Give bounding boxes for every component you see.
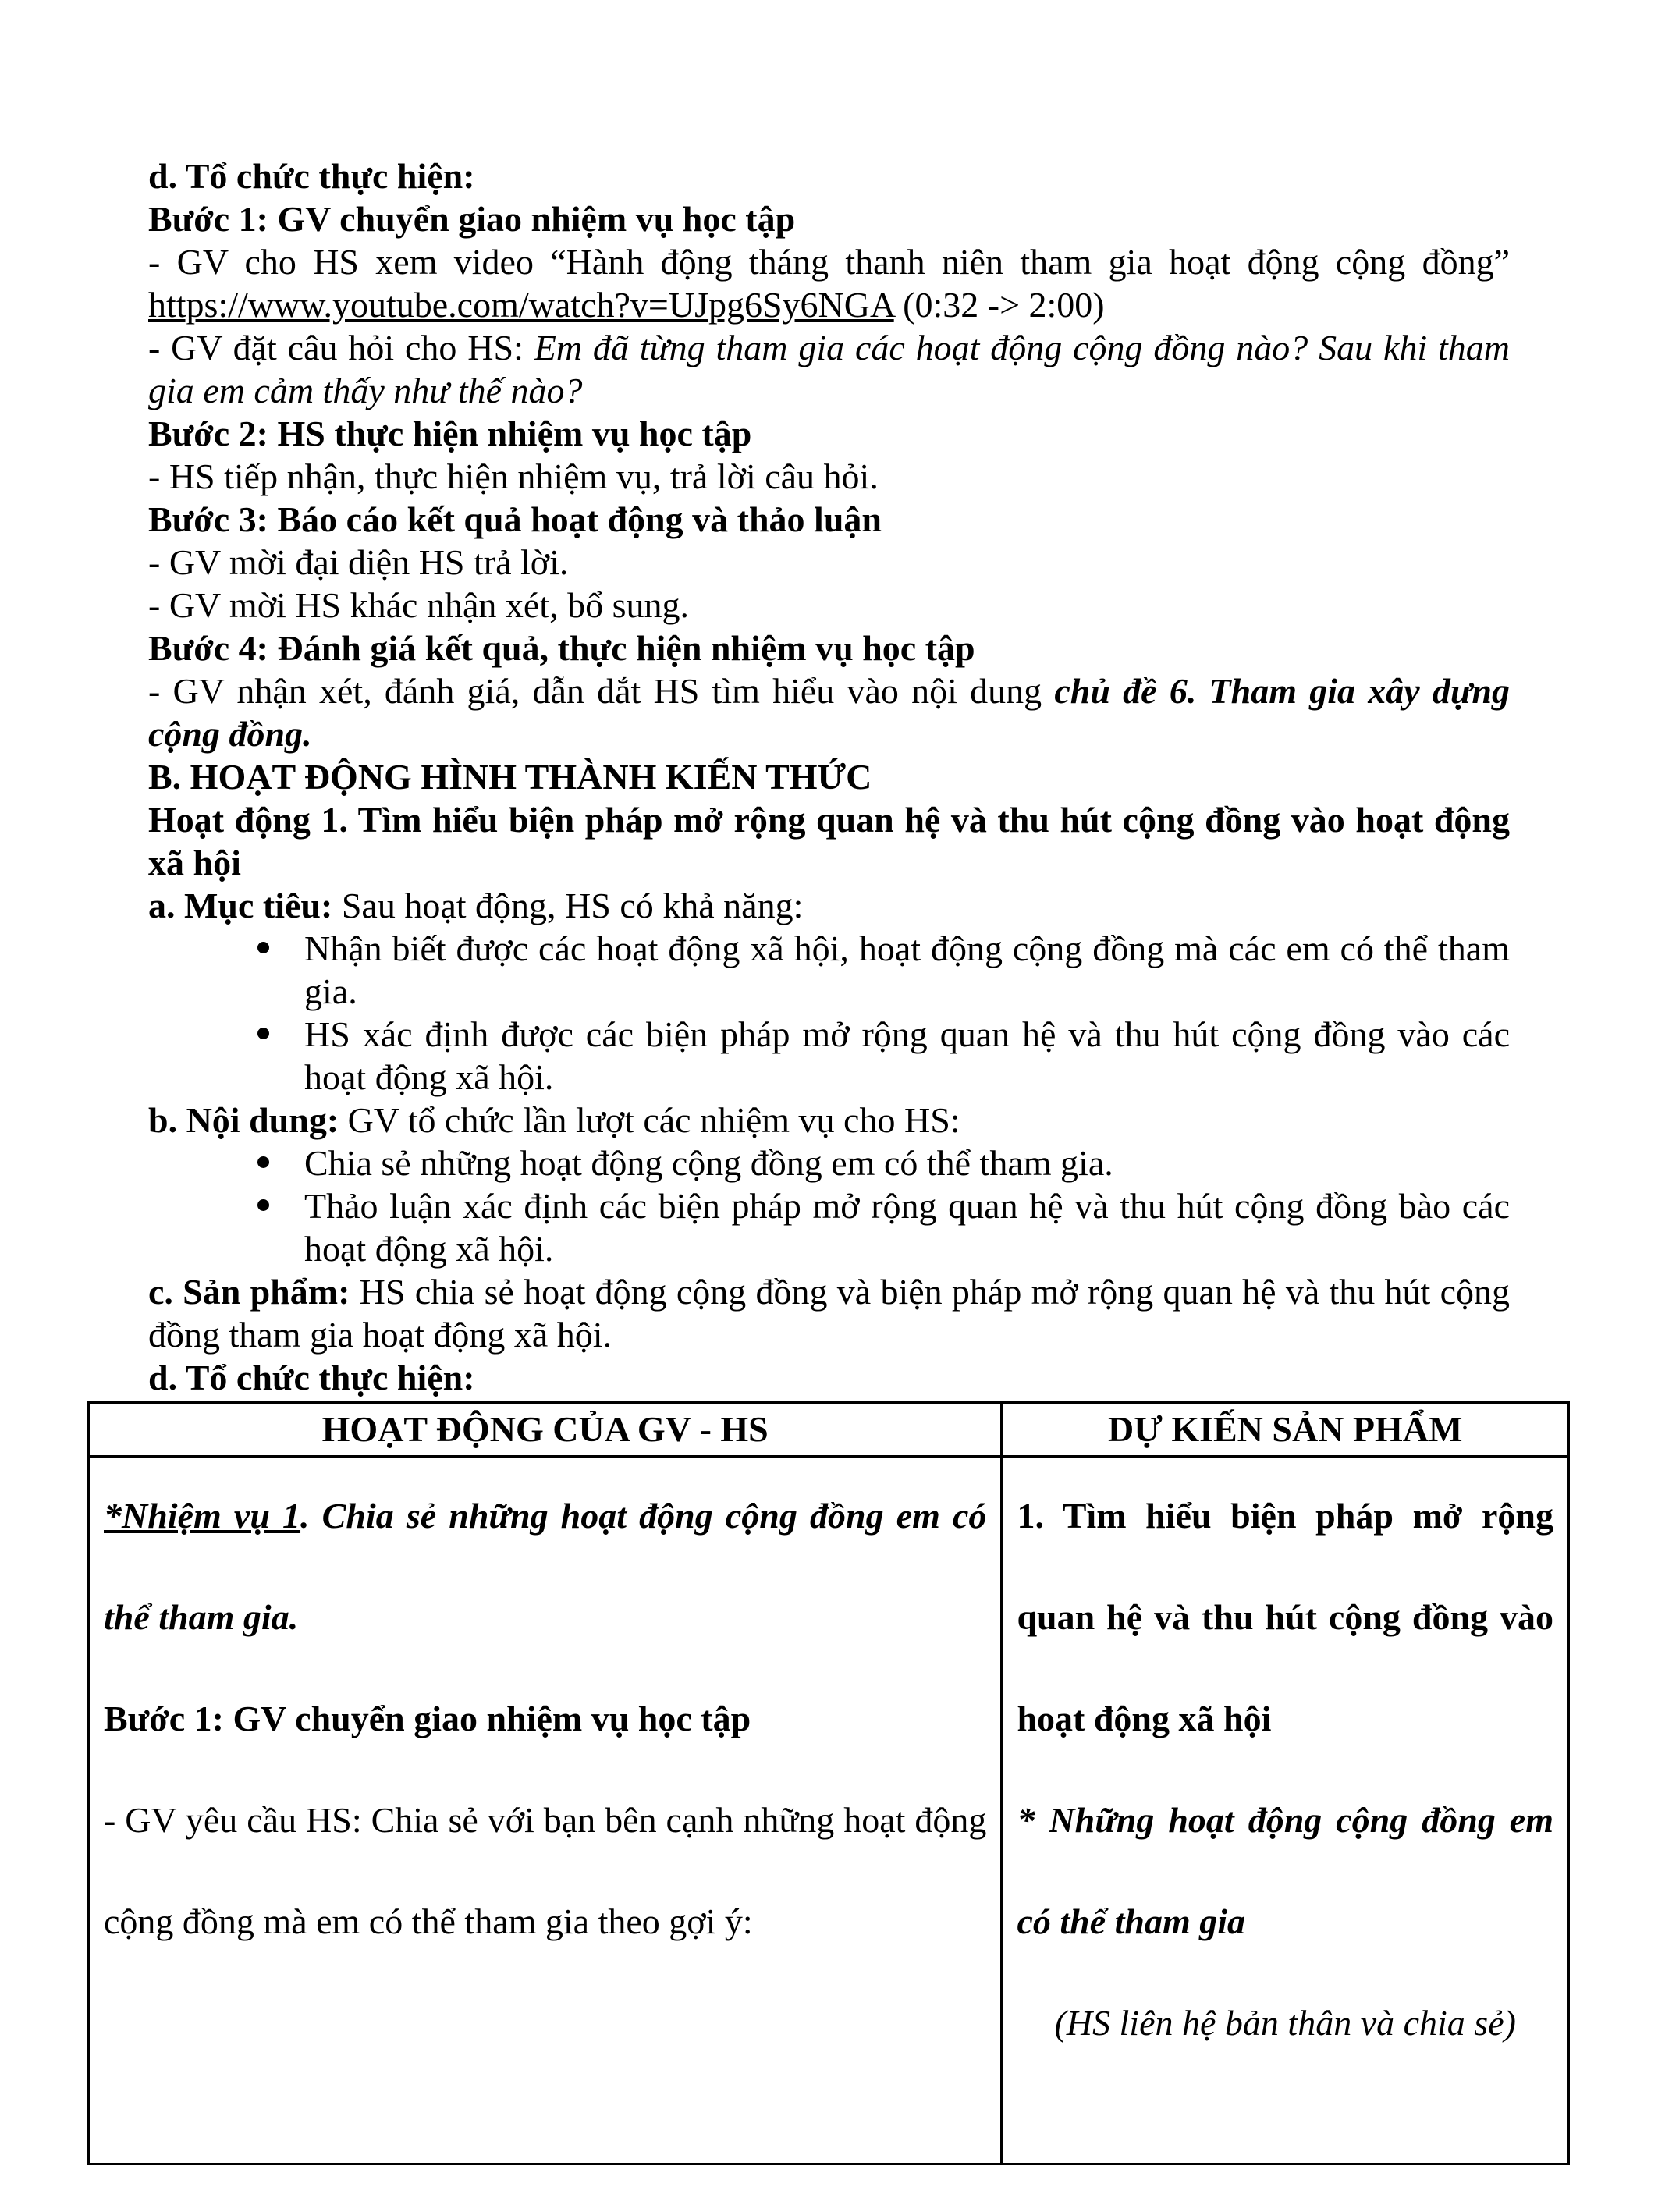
- text-run: b. Nội dung:: [148, 1100, 348, 1140]
- paragraph: [148, 455, 1510, 498]
- paragraph: [148, 1356, 1510, 1399]
- text-run: - GV mời HS khác nhận xét, bổ sung.: [148, 585, 689, 625]
- text-run: . Chia sẻ những hoạt động cộng đồng em có thể tham gia.: [104, 1496, 987, 1637]
- paragraph: [148, 798, 1510, 884]
- paragraph: [104, 1465, 986, 1668]
- activity-table: [87, 1401, 1570, 2165]
- paragraph: [148, 412, 1510, 455]
- text-run: * Những hoạt động cộng đồng em có thể tham gia: [1017, 1800, 1553, 1941]
- text-run: HS chia sẻ hoạt động cộng đồng và biện pháp mở rộng quan hệ và thu hút cộng đồng tham gia hoạt động xã hội.: [148, 1272, 1510, 1355]
- paragraph: [1017, 1770, 1553, 1972]
- text-run: Em đã từng tham gia các hoạt động cộng đồng nào? Sau khi tham gia em cảm thấy như thế nào?: [148, 328, 1510, 410]
- text-run: Nhận biết được các hoạt động xã hội, hoạt động cộng đồng mà các em có thể tham gia.: [304, 928, 1510, 1011]
- text-run: Bước 4: Đánh giá kết quả, thực hiện nhiệm vụ học tập: [148, 628, 975, 668]
- table-row: [89, 1457, 1569, 2164]
- table-header-row: [89, 1403, 1569, 1457]
- table-cell-du-kien-san-pham: [1002, 1457, 1569, 2164]
- bullet-icon: [257, 1199, 269, 1211]
- text-run: Thảo luận xác định các biện pháp mở rộng quan hệ và thu hút cộng đồng bào các hoạt động xã hội.: [304, 1186, 1510, 1269]
- text-run: *Nhiệm vụ 1: [104, 1496, 301, 1536]
- paragraph: [148, 498, 1510, 541]
- bullet-icon: [257, 1156, 269, 1168]
- paragraph: [148, 884, 1510, 927]
- text-run: HS xác định được các biện pháp mở rộng quan hệ và thu hút cộng đồng vào các hoạt động xã hội.: [304, 1014, 1510, 1097]
- paragraph: [148, 669, 1510, 755]
- bullet-item: [148, 927, 1510, 1013]
- table-cell-gv-hs: [89, 1457, 1002, 2164]
- text-run: chủ đề 6. Tham gia xây dựng cộng đồng.: [148, 671, 1510, 754]
- text-run: Chia sẻ những hoạt động cộng đồng em có thể tham gia.: [304, 1143, 1113, 1183]
- paragraph: [104, 1668, 986, 1770]
- text-run: c. Sản phẩm:: [148, 1272, 360, 1312]
- text-run: Sau hoạt động, HS có khả năng:: [341, 886, 804, 925]
- table-header-du-kien-san-pham: DỰ KIẾN SẢN PHẨM: [1002, 1403, 1569, 1457]
- text-run: - GV nhận xét, đánh giá, dẫn dắt HS tìm hiểu vào nội dung: [148, 671, 1055, 711]
- text-run: (0:32 -> 2:00): [893, 285, 1105, 325]
- paragraph: [104, 1770, 986, 1972]
- text-run: a. Mục tiêu:: [148, 886, 342, 925]
- bullet-icon: [257, 1028, 269, 1039]
- table-header-gv-hs: HOẠT ĐỘNG CỦA GV - HS: [89, 1403, 1002, 1457]
- text-run: d. Tổ chức thực hiện:: [148, 1358, 475, 1397]
- paragraph: [148, 326, 1510, 412]
- text-run: - GV đặt câu hỏi cho HS:: [148, 328, 534, 367]
- text-run: (HS liên hệ bản thân và chia sẻ): [1054, 2003, 1516, 2043]
- paragraph: [148, 541, 1510, 584]
- text-run: Bước 1: GV chuyển giao nhiệm vụ học tập: [148, 199, 796, 239]
- text-run: Bước 1: GV chuyển giao nhiệm vụ học tập: [104, 1699, 751, 1738]
- text-run: 1. Tìm hiểu biện pháp mở rộng quan hệ và thu hút cộng đồng vào hoạt động xã hội: [1017, 1496, 1553, 1738]
- text-run: Bước 2: HS thực hiện nhiệm vụ học tập: [148, 414, 752, 453]
- document-body: [148, 154, 1510, 1399]
- youtube-link[interactable]: https://www.youtube.com/watch?v=UJpg6Sy6NGA: [148, 285, 894, 325]
- text-run: - GV yêu cầu HS: Chia sẻ với bạn bên cạnh những hoạt động cộng đồng mà em có thể tham gia theo gợi ý:: [104, 1800, 987, 1941]
- bullet-item: [148, 1013, 1510, 1099]
- paragraph: [148, 1099, 1510, 1142]
- text-run: Bước 3: Báo cáo kết quả hoạt động và thảo luận: [148, 499, 882, 539]
- paragraph: [148, 197, 1510, 240]
- text-run: B. HOẠT ĐỘNG HÌNH THÀNH KIẾN THỨC: [148, 757, 872, 797]
- paragraph: [148, 154, 1510, 197]
- text-run: - GV cho HS xem video “Hành động tháng thanh niên tham gia hoạt động cộng đồng”: [148, 242, 1510, 282]
- paragraph: [148, 584, 1510, 627]
- paragraph: [148, 627, 1510, 669]
- text-run: d. Tổ chức thực hiện:: [148, 156, 475, 196]
- text-run: - GV mời đại diện HS trả lời.: [148, 542, 569, 582]
- text-run: Hoạt động 1. Tìm hiểu biện pháp mở rộng quan hệ và thu hút cộng đồng vào hoạt động xã hội: [148, 800, 1510, 882]
- text-run: GV tổ chức lần lượt các nhiệm vụ cho HS:: [347, 1100, 960, 1140]
- text-run: - HS tiếp nhận, thực hiện nhiệm vụ, trả lời câu hỏi.: [148, 456, 879, 496]
- paragraph: [148, 240, 1510, 326]
- paragraph: [148, 1270, 1510, 1356]
- paragraph: [148, 755, 1510, 798]
- paragraph: [1017, 1972, 1553, 2074]
- bullet-item: [148, 1142, 1510, 1184]
- paragraph: [1017, 1465, 1553, 1770]
- bullet-icon: [257, 942, 269, 953]
- bullet-item: [148, 1184, 1510, 1270]
